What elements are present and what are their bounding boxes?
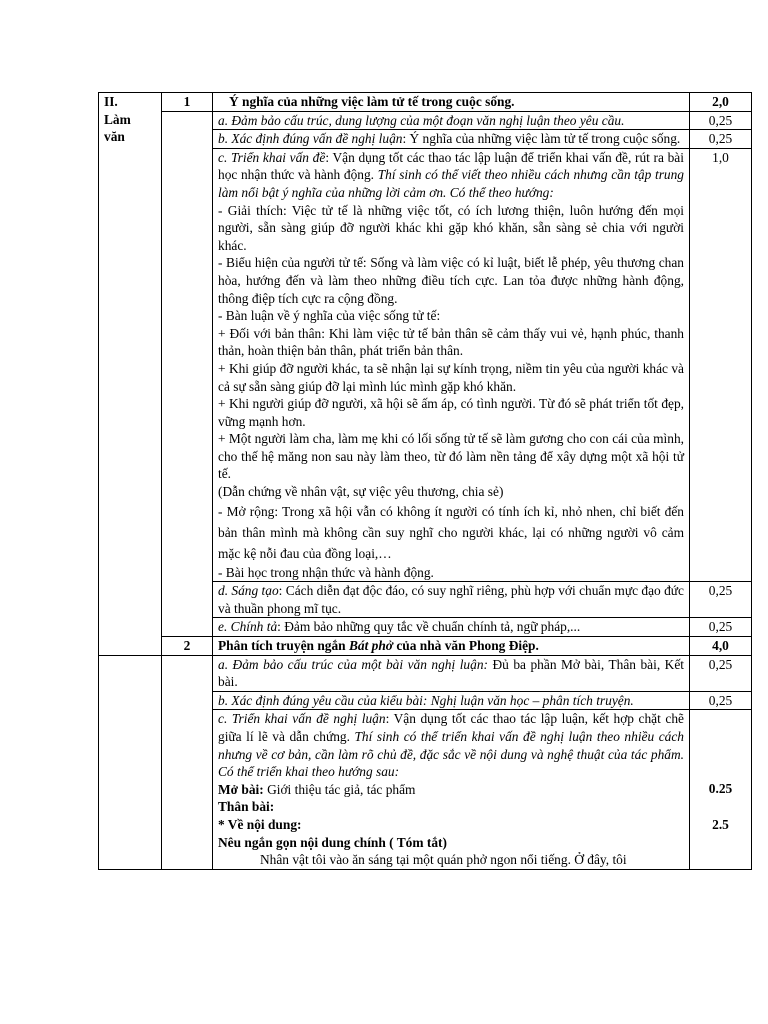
q1-c-p6: + Khi người giúp đỡ người, xã hội sẽ ấm áp, có tình người. Từ đó sẽ phát triển tốt đẹp, vững mạnh hơn.: [218, 396, 684, 429]
q1-number: 1: [162, 93, 213, 112]
q2-a-lead: a. Đảm bảo cấu trúc của một bài văn nghị luận:: [218, 656, 488, 672]
q2-number: 2: [162, 637, 213, 656]
q1-c-p3: - Bàn luận về ý nghĩa của việc sống tử tế:: [218, 308, 441, 324]
q1-c-p4: + Đối với bản thân: Khi làm việc tử tế bản thân sẽ cảm thấy vui vẻ, hạnh phúc, thanh thản, hoàn thiện bản thân, phát triển bản thân.: [218, 325, 684, 359]
q1-score: 2,0: [690, 93, 752, 112]
q1-c-p2: - Biểu hiện của người tử tế: Sống và làm việc có kỉ luật, biết lễ phép, yêu thương chan hòa, hướng đến và làm theo những điều tích cực. Lan tỏa được những hành động, thông điệp tích cực ra cộng đồng.: [218, 255, 684, 306]
q1-c-p9: - Mở rộng: Trong xã hội vẫn có không ít người có tính ích kỉ, nhỏ nhen, chỉ biết đến bản thân mình mà không cần suy nghĩ cho người khác, lại có những người vô cảm mặc kệ nỗi đau của đồng loại,…: [218, 503, 684, 561]
q2-noidung: * Về nội dung:: [218, 816, 302, 832]
q1-a-score: 0,25: [690, 111, 752, 130]
q2-a-row: [99, 655, 752, 691]
q2-score: 4,0: [690, 637, 752, 656]
q1-c-p1: - Giải thích: Việc tử tế là những việc tốt, có ích lương thiện, luôn hướng đến mọi người, sẵn sàng giúp đỡ người khác khi gặp khó khăn, sẵn sàng sẻ chia với người khác.: [218, 202, 684, 253]
q1-title: Ý nghĩa của những việc làm tử tế trong cuộc sống.: [213, 93, 690, 112]
q2-title-row: [99, 637, 752, 656]
q1-a-row: [99, 111, 752, 130]
q2-story: Nhân vật tôi vào ăn sáng tại một quán phở ngon nổi tiếng. Ở đây, tôi: [260, 852, 627, 868]
q2-mobai: [218, 781, 684, 799]
q2-mobai-text: Giới thiệu tác giả, tác phẩm: [263, 781, 416, 797]
q2-c-cell: [213, 710, 690, 869]
section-cell-cont: [99, 655, 162, 869]
section-label-line2: Làm: [104, 111, 131, 127]
q2-title-pre: Phân tích truyện ngắn: [218, 638, 349, 654]
section-label-line3: văn: [104, 129, 125, 145]
q2-c-text: : Vận dụng tốt các thao tác lập luận, kết hợp chặt chẽ giữa lí lẽ và dẫn chứng.: [218, 711, 684, 744]
q2-c-lead: c. Triển khai vấn đề nghị luận: [218, 711, 386, 727]
q1-e-lead: e. Chính tả: [218, 619, 278, 635]
section-label-line1: II.: [104, 94, 118, 109]
q1-d-score: 0,25: [690, 582, 752, 618]
q1-c-italic: Thí sinh có thể viết theo nhiều cách nhưng cần tập trung làm nổi bật ý nghĩa của những lời cảm ơn. Có thể theo hướng:: [218, 167, 684, 200]
q1-b-cell: [213, 130, 690, 149]
q2-tomtat: Nêu ngắn gọn nội dung chính ( Tóm tắt): [218, 834, 447, 850]
q1-b-lead: b. Xác định đúng vấn đề nghị luận: [218, 131, 403, 147]
q2-c-score-spacer: [695, 710, 746, 780]
q1-a-text: a. Đảm bảo cấu trúc, dung lượng của một đoạn văn nghị luận theo yêu cầu.: [213, 111, 690, 130]
q1-d-text: : Cách diễn đạt độc đáo, có suy nghĩ riêng, phù hợp với chuẩn mực đạo đức và thuần phong mĩ tục.: [218, 583, 684, 616]
q1-c-p5: + Khi giúp đỡ người khác, ta sẽ nhận lại sự kính trọng, niềm tin yêu của người khác và cả sự sẵn sàng giúp đỡ lại mình lúc mình gặp khó khăn.: [218, 360, 684, 394]
q2-a-cell: [213, 655, 690, 691]
q1-c-p8: (Dẫn chứng về nhân vật, sự việc yêu thương, chia sẻ): [218, 484, 504, 500]
q2-thanbai: Thân bài:: [218, 799, 275, 815]
q1-e-text: : Đảm bảo những quy tắc về chuẩn chính tả, ngữ pháp,...: [277, 619, 581, 635]
q1-c-lead: c. Triển khai vấn đề: [218, 149, 326, 165]
q1-d-lead: d. Sáng tạo: [218, 583, 279, 599]
section-cell: [99, 93, 162, 656]
q2-a-text: Đủ ba phần Mở bài, Thân bài, Kết bài.: [218, 656, 685, 690]
q2-title-work: Bát phở: [348, 638, 393, 654]
q2-title-post: của nhà văn Phong Điệp.: [392, 638, 539, 654]
q2-b-score: 0,25: [690, 691, 752, 710]
q2-c-intro: [218, 710, 684, 780]
q2-a-score: 0,25: [690, 655, 752, 691]
q1-d-cell: [213, 582, 690, 618]
q2-blank-cell: [162, 655, 213, 869]
q2-title: [213, 637, 690, 656]
q1-c-intro: [218, 149, 684, 202]
q1-b-text: : Ý nghĩa của những việc làm tử tế trong cuộc sống.: [402, 131, 681, 147]
q1-c-p7: + Một người làm cha, làm mẹ khi có lối sống tử tế sẽ làm gương cho con cái của mình, cho thế hệ măng non sau này làm theo, từ đó làm nền tảng để xây dựng một xã hội tử tế.: [218, 431, 684, 482]
q2-mobai-label: Mở bài:: [218, 781, 264, 797]
q1-title-row: [99, 93, 752, 112]
q2-b-text: b. Xác định đúng yêu cầu của kiểu bài: Nghị luận văn học – phân tích truyện.: [213, 691, 690, 710]
q1-c-score: 1,0: [690, 148, 752, 581]
grading-table: [98, 92, 752, 870]
q2-c-score-cell: [690, 710, 752, 869]
q2-mobai-score: 0.25: [708, 781, 733, 797]
q1-e-score: 0,25: [690, 618, 752, 637]
q2-noidung-score: 2.5: [712, 817, 729, 832]
q1-c-text: : Vận dụng tốt các thao tác lập luận để triển khai vấn đề, rút ra bài học nhận thức và hành động.: [218, 149, 684, 183]
q1-c-cell: [213, 148, 690, 581]
q1-c-p10: - Bài học trong nhận thức và hành động.: [218, 564, 434, 580]
q1-e-cell: [213, 618, 690, 637]
q1-b-score: 0,25: [690, 130, 752, 149]
q1-blank-cell: [162, 111, 213, 636]
q2-c-italic: Thí sinh có thể triển khai vấn đề nghị luận theo nhiều cách nhưng về cơ bản, cần làm rõ chủ đề, đặc sắc về nội dung và nghệ thuật của tác phẩm. Có thể triển khai theo hướng sau:: [218, 729, 684, 780]
